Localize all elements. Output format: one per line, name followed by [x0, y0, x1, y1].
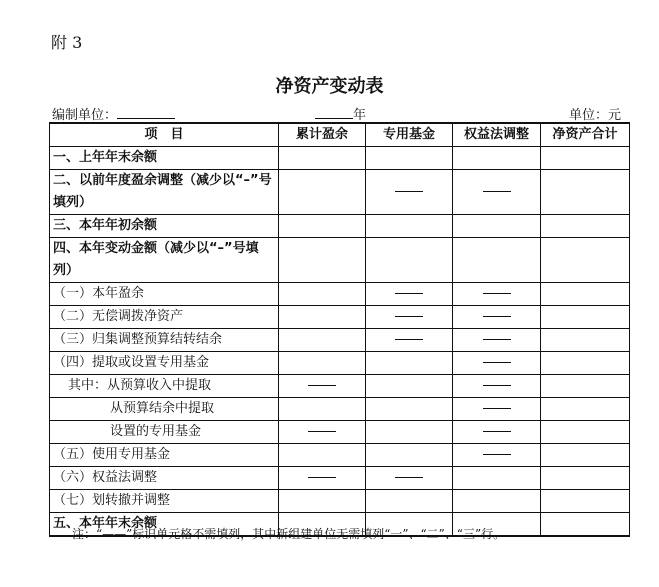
row-label: 其中：从预算收入中提取 [50, 375, 279, 398]
org-label: 编制单位： [52, 108, 118, 123]
not-applicable-cell [366, 283, 453, 306]
dash-mark [483, 191, 511, 192]
value-cell[interactable] [366, 352, 453, 375]
not-applicable-cell [453, 444, 541, 467]
col-header-item: 项 目 [50, 123, 279, 147]
attachment-label: 附 3 [51, 33, 83, 52]
not-applicable-cell [453, 375, 541, 398]
value-cell[interactable] [279, 215, 366, 238]
col-header-accumulated-surplus: 累计盈余 [279, 123, 366, 147]
table-row [50, 352, 630, 375]
not-applicable-cell [279, 467, 366, 490]
value-cell[interactable] [541, 513, 630, 537]
value-cell[interactable] [453, 147, 541, 170]
value-cell[interactable] [541, 238, 630, 283]
not-applicable-cell [453, 283, 541, 306]
not-applicable-cell [279, 421, 366, 444]
row-label: 四、本年变动金额（减少以“–”号填列） [50, 238, 279, 283]
org-field [52, 104, 175, 123]
value-cell[interactable] [279, 398, 366, 421]
value-cell[interactable] [541, 398, 630, 421]
table-row [50, 490, 630, 513]
value-cell[interactable] [366, 444, 453, 467]
value-cell[interactable] [541, 352, 630, 375]
dash-mark [395, 191, 423, 192]
not-applicable-cell [453, 329, 541, 352]
value-cell[interactable] [366, 375, 453, 398]
table-row [50, 238, 630, 283]
table-row [50, 444, 630, 467]
table-row [50, 398, 630, 421]
value-cell[interactable] [541, 375, 630, 398]
row-label: 三、本年年初余额 [50, 215, 279, 238]
table-row [50, 421, 630, 444]
row-label: （三）归集调整预算结转结余 [50, 329, 279, 352]
value-cell[interactable] [541, 283, 630, 306]
col-header-equity-method: 权益法调整 [453, 123, 541, 147]
value-cell[interactable] [279, 329, 366, 352]
dash-mark [483, 385, 511, 386]
value-cell[interactable] [366, 147, 453, 170]
dash-mark [308, 385, 336, 386]
row-label: 二、以前年度盈余调整（减少以“–”号填列） [50, 170, 279, 215]
table-row [50, 467, 630, 490]
dash-mark [395, 339, 423, 340]
dash-mark [395, 477, 423, 478]
dash-mark [483, 316, 511, 317]
value-cell[interactable] [541, 306, 630, 329]
table-row [50, 215, 630, 238]
value-cell[interactable] [279, 147, 366, 170]
col-header-special-fund: 专用基金 [366, 123, 453, 147]
value-cell[interactable] [366, 421, 453, 444]
dash-mark [395, 293, 423, 294]
dash-mark [483, 362, 511, 363]
report-title: 净资产变动表 [275, 76, 384, 97]
row-label: （四）提取或设置专用基金 [50, 352, 279, 375]
value-cell[interactable] [279, 490, 366, 513]
not-applicable-cell [453, 398, 541, 421]
value-cell[interactable] [541, 467, 630, 490]
value-cell[interactable] [541, 147, 630, 170]
row-label: （六）权益法调整 [50, 467, 279, 490]
org-blank[interactable] [117, 107, 175, 119]
not-applicable-cell [453, 170, 541, 215]
year-label: 年 [353, 108, 367, 123]
not-applicable-cell [453, 421, 541, 444]
not-applicable-cell [366, 170, 453, 215]
not-applicable-cell [453, 352, 541, 375]
value-cell[interactable] [366, 490, 453, 513]
value-cell[interactable] [541, 490, 630, 513]
value-cell[interactable] [366, 238, 453, 283]
row-label: （五）使用专用基金 [50, 444, 279, 467]
value-cell[interactable] [279, 306, 366, 329]
row-label: （七）划转撤并调整 [50, 490, 279, 513]
row-label: 从预算结余中提取 [50, 398, 279, 421]
value-cell[interactable] [453, 215, 541, 238]
table-row [50, 375, 630, 398]
value-cell[interactable] [541, 329, 630, 352]
year-field [315, 104, 366, 123]
not-applicable-cell [366, 306, 453, 329]
row-label: 五、本年年末余额 [50, 513, 279, 537]
dash-mark [483, 408, 511, 409]
dash-mark [483, 293, 511, 294]
value-cell[interactable] [366, 398, 453, 421]
value-cell[interactable] [366, 215, 453, 238]
not-applicable-cell [366, 467, 453, 490]
header-row [50, 123, 630, 147]
value-cell[interactable] [279, 444, 366, 467]
value-cell[interactable] [541, 444, 630, 467]
value-cell[interactable] [453, 238, 541, 283]
dash-mark [483, 339, 511, 340]
col-header-net-assets-total: 净资产合计 [541, 123, 630, 147]
not-applicable-cell [279, 375, 366, 398]
row-label: 设置的专用基金 [50, 421, 279, 444]
value-cell[interactable] [279, 352, 366, 375]
unit-label: 单位：元 [568, 108, 621, 123]
not-applicable-cell [453, 306, 541, 329]
value-cell[interactable] [453, 467, 541, 490]
value-cell[interactable] [279, 283, 366, 306]
table-row [50, 170, 630, 215]
dash-mark [483, 454, 511, 455]
footnote: 注：“——”标识单元格不需填列，其中新组建单位无需填列“一”、“二”、“三”行。 [72, 527, 506, 541]
table-row [50, 147, 630, 170]
value-cell[interactable] [279, 238, 366, 283]
value-cell[interactable] [279, 170, 366, 215]
row-label: （一）本年盈余 [50, 283, 279, 306]
dash-mark [395, 316, 423, 317]
net-assets-change-table [49, 122, 630, 537]
table-row [50, 329, 630, 352]
not-applicable-cell [366, 329, 453, 352]
value-cell[interactable] [453, 490, 541, 513]
table-row [50, 306, 630, 329]
value-cell[interactable] [541, 215, 630, 238]
dash-mark [483, 431, 511, 432]
value-cell[interactable] [541, 170, 630, 215]
dash-mark [308, 477, 336, 478]
row-label: （二）无偿调拨净资产 [50, 306, 279, 329]
row-label: 一、上年年末余额 [50, 147, 279, 170]
value-cell[interactable] [541, 421, 630, 444]
table-row [50, 283, 630, 306]
dash-mark [308, 431, 336, 432]
year-blank[interactable] [315, 107, 353, 119]
